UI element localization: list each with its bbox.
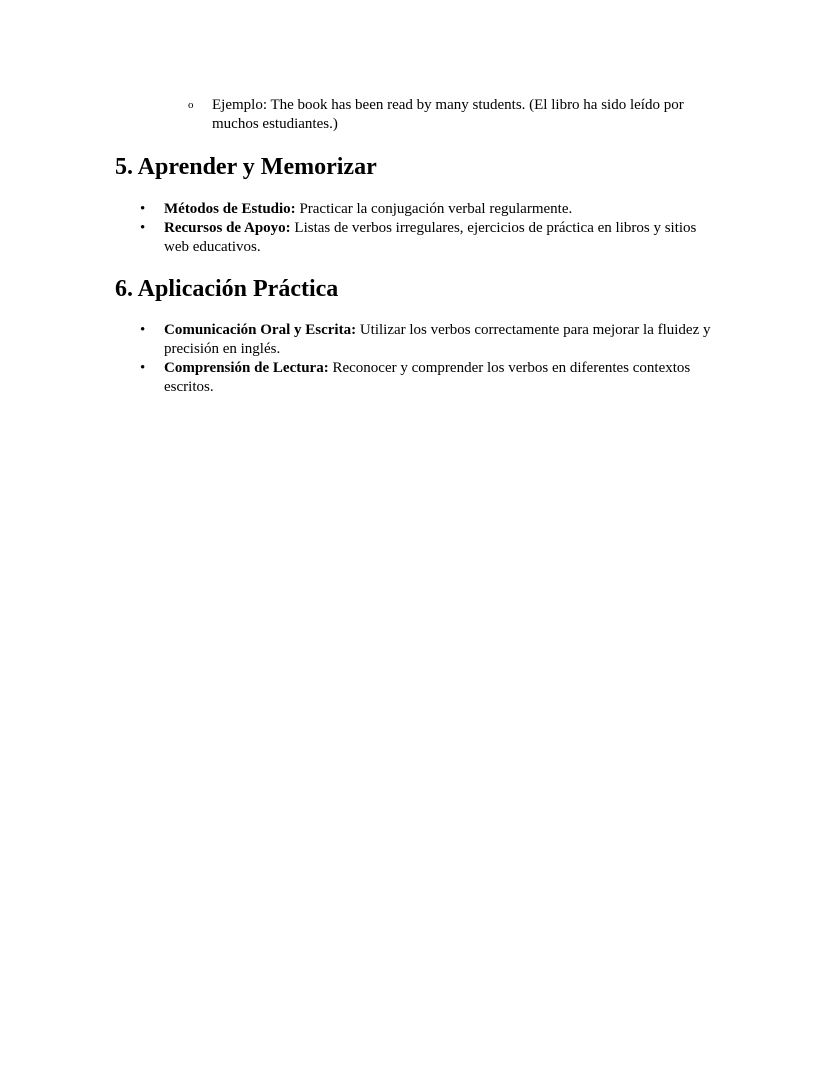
- list-item-term: Métodos de Estudio:: [164, 201, 296, 217]
- bullet-icon: •: [140, 360, 146, 376]
- example-text: Ejemplo: The book has been read by many students. (El libro ha sido leído por muchos estudiantes.): [212, 97, 684, 132]
- hollow-circle-bullet-icon: o: [188, 99, 194, 111]
- section-5-heading: 5. Aprender y Memorizar: [115, 154, 377, 180]
- bullet-icon: •: [140, 201, 146, 217]
- list-item-term: Comprensión de Lectura:: [164, 360, 329, 376]
- list-item: [138, 219, 713, 257]
- list-item-text: Listas de verbos irregulares, ejercicios de práctica en libros y sitios web educativos.: [164, 220, 697, 255]
- example-list-item: [188, 96, 708, 134]
- list-item: [138, 200, 713, 219]
- section-6-heading: 6. Aplicación Práctica: [115, 276, 339, 302]
- bullet-icon: •: [140, 322, 146, 338]
- bullet-icon: •: [140, 220, 146, 236]
- list-item-text: Practicar la conjugación verbal regularmente.: [295, 201, 573, 217]
- list-item: [138, 321, 713, 359]
- section-6-list: [138, 321, 713, 397]
- list-item: [138, 359, 713, 397]
- list-item-term: Recursos de Apoyo:: [164, 220, 291, 236]
- list-item-text: Utilizar los verbos correctamente para mejorar la fluidez y precisión en inglés.: [164, 322, 711, 357]
- section-5-list: [138, 200, 713, 257]
- list-item-term: Comunicación Oral y Escrita:: [164, 322, 357, 338]
- list-item-text: Reconocer y comprender los verbos en diferentes contextos escritos.: [164, 360, 691, 395]
